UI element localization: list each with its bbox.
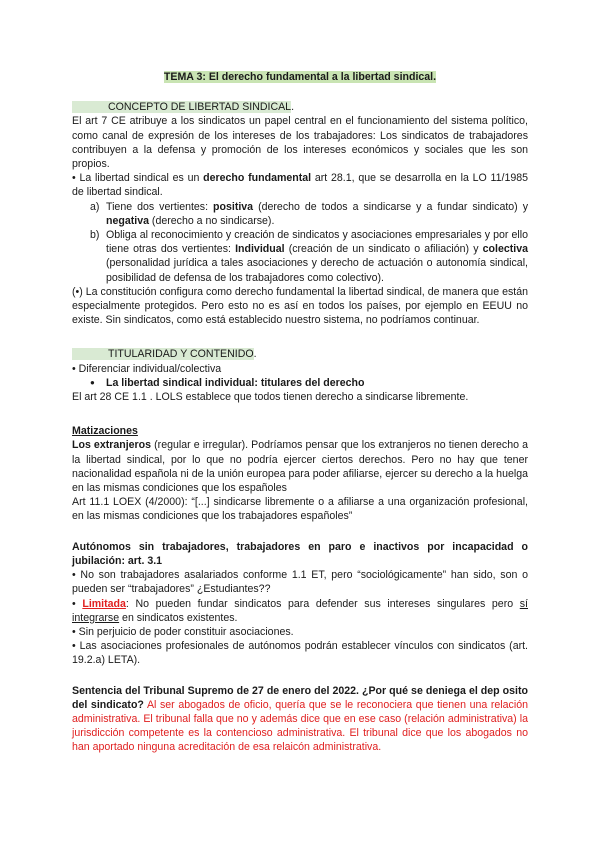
section-heading-concepto: CONCEPTO DE LIBERTAD SINDICAL. <box>72 100 528 114</box>
paragraph: El art 7 CE atribuye a los sindicatos un papel central en el funcionamiento del sistema político, como canal de expresión de los intereses de los trabajadores: Los sindicatos de trabajadores contribuyen a la defensa y promoción de los intereses económicos y sociales que les son propios. <box>72 115 528 171</box>
paragraph: • Limitada: No pueden fundar sindicatos para defender sus intereses singulares pero sí integrarse en sindicatos existentes. <box>72 597 528 624</box>
section-heading-autonomos: Autónomos sin trabajadores, trabajadores en paro e inactivos por incapacidad o jubilación: art. 3.1 <box>72 540 528 567</box>
section-heading-titularidad: TITULARIDAD Y CONTENIDO. <box>72 347 528 361</box>
paragraph: (•) La constitución configura como derecho fundamental la libertad sindical, de manera que están especialmente protegidos. Pero esto no es así en todos los países, por ejemplo en EEUU no existe. Sin sindicatos, como está establecido nuestro sistema, no podríamos continuar. <box>72 285 528 327</box>
list-item: b) Obliga al reconocimiento y creación de sindicatos y asociaciones empresariales y por ello tiene otras dos vertientes: Individual (creación de un sindicato o afiliación) y colectiva (personalidad jurídica a tales asociaciones y derecho de actuación o autonomía sindical, posibilidad de defensa de los trabajadores como colectivo). <box>90 229 529 284</box>
paragraph: • No son trabajadores asalariados conforme 1.1 ET, pero “sociológicamente” han sido, son o pueden ser “trabajadores” ¿Estudiantes?? <box>72 569 528 596</box>
paragraph: • Sin perjuicio de poder constituir asociaciones. <box>72 625 294 638</box>
alpha-list <box>72 200 528 285</box>
document-page <box>72 68 528 755</box>
paragraph: Los extranjeros (regular e irregular). Podríamos pensar que los extranjeros no tienen derecho a la libertad sindical, por lo que no podría ejercer ciertos derechos. Pero no hay que tener nacionalidad española ni de la unión europea para poder afiliarse, ejercer su derecho a la huelga en las mismas condiciones que los españoles <box>72 439 528 495</box>
heading-text: CONCEPTO DE LIBERTAD SINDICAL <box>72 101 291 113</box>
bullet-item: ● La libertad sindical individual: titulares del derecho <box>72 376 528 390</box>
paragraph: El art 28 CE 1.1 . LOLS establece que todos tienen derecho a sindicarse libremente. <box>72 391 469 404</box>
paragraph: Art 11.1 LOEX (4/2000): “[...] sindicarse libremente o a afiliarse a una organización profesional, en las mismas condiciones que los trabajadores españoles” <box>72 496 528 523</box>
paragraph: • Diferenciar individual/colectiva <box>72 362 222 375</box>
sentencia-paragraph: Sentencia del Tribunal Supremo de 27 de enero del 2022. ¿Por qué se deniega el dep osito del sindicato? Al ser abogados de oficio, quería que se le reconociera que tienen una relación administrativa. El tribunal falla que no y además dice que en ese caso (relación administrativa) la jurisdicción competente es la contencioso administrativa. El tribunal dice que los abogados no han aportado ninguna acreditación de esa relaicón administrativa. <box>72 684 528 754</box>
title-text: TEMA 3: El derecho fundamental a la libertad sindical. <box>163 71 437 83</box>
heading-text: TITULARIDAD Y CONTENIDO <box>72 348 254 360</box>
section-heading-matizaciones: Matizaciones <box>72 425 138 438</box>
list-item: a) Tiene dos vertientes: positiva (derecho de todos a sindicarse y a fundar sindicato) y negativa (derecho a no sindicarse). <box>90 200 529 227</box>
paragraph: • La libertad sindical es un derecho fundamental art 28.1, que se desarrolla en la LO 11/1985 de libertad sindical. <box>72 172 529 199</box>
paragraph: • Las asociaciones profesionales de autónomos podrán establecer vínculos con sindicatos (art. 19.2.a) LETA). <box>72 640 528 667</box>
page-title <box>72 70 528 84</box>
